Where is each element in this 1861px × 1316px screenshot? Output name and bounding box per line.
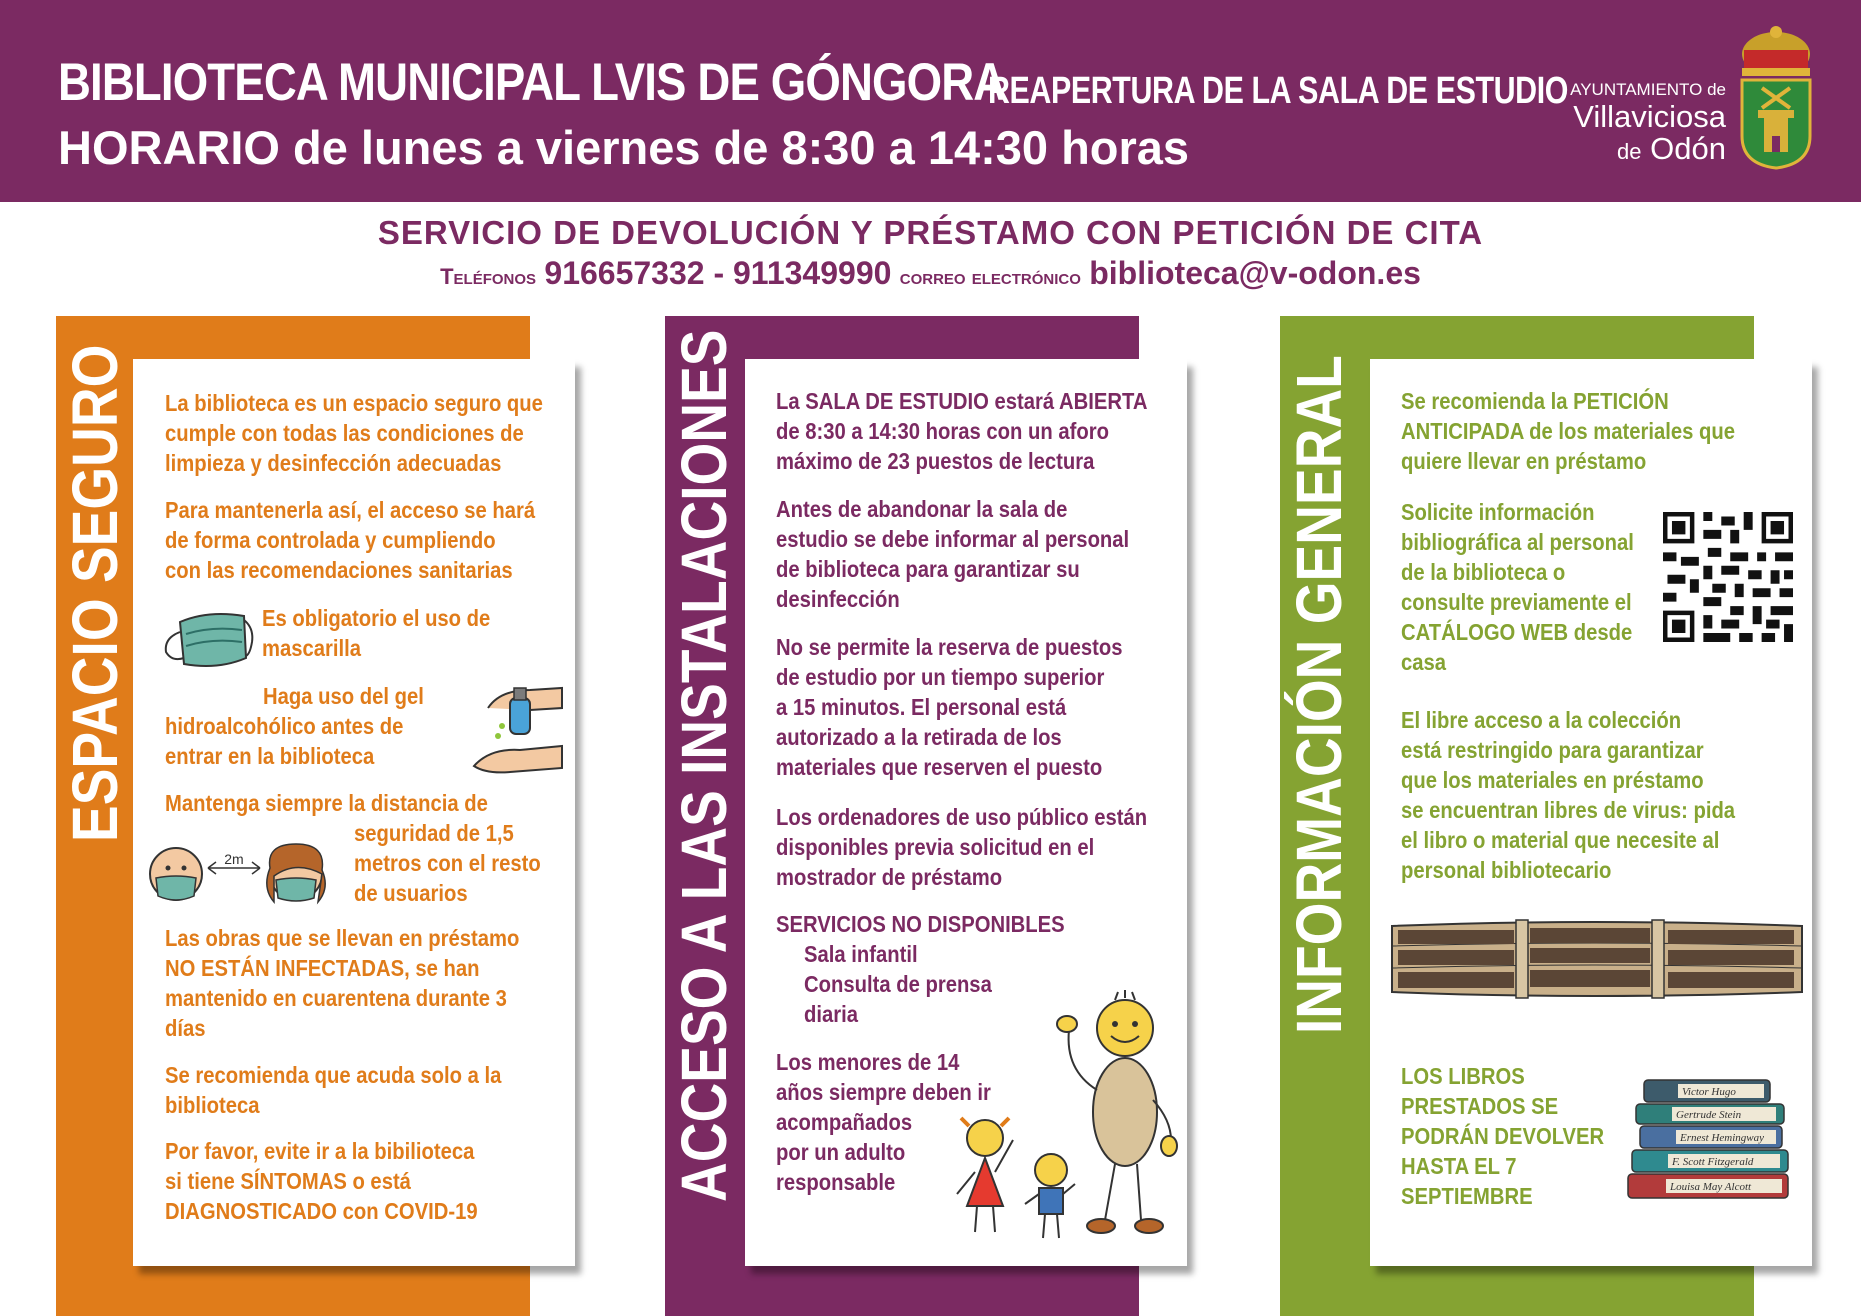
acceso-p6: Los menores de 14 años siempre deben ir acompañados por un adulto responsable — [776, 1049, 991, 1195]
children-family-icon — [945, 990, 1180, 1245]
book-spine-5: Louisa May Alcott — [1670, 1181, 1752, 1193]
acceso-p4: Los ordenadores de uso público están disponibles previa solicitud en el mostrador de préstamo — [776, 804, 1148, 890]
info-p2: Solicite información bibliográfica al personal de la biblioteca o consulte previamente el CATÁLOGO WEB desde casa — [1401, 499, 1634, 675]
info-p1: Se recomienda la PETICIÓN ANTICIPADA de los materiales que quiere llevar en préstamo — [1401, 388, 1736, 474]
info-p4: LOS LIBROS PRESTADOS SE PODRÁN DEVOLVER HASTA EL 7 SEPTIEMBRE — [1401, 1063, 1605, 1209]
service-heading: SERVICIO DE DEVOLUCIÓN Y PRÉSTAMO CON PETICIÓN DE CITA — [377, 214, 1484, 251]
espacio-seguro-title: ESPACIO SEGURO — [59, 344, 131, 842]
schedule: HORARIO de lunes a viernes de 8:30 a 14:30 horas — [58, 121, 1190, 174]
acceso-title: ACCESO A LAS INSTALACIONES — [668, 329, 740, 1202]
face-mask-icon — [162, 608, 254, 674]
phone-numbers: 916657332 - 911349990 — [544, 255, 892, 291]
hand-sanitizer-icon — [470, 668, 566, 776]
acceso-p3: No se permite la reserva de puestos de estudio por un tiempo superior a 15 minutos. El personal está autorizado a la retirada de los materiales que reserven el puesto — [776, 634, 1123, 780]
acceso-p1: La SALA DE ESTUDIO estará ABIERTA de 8:30 a 14:30 horas con un aforo máximo de 23 puestos de lectura — [776, 388, 1148, 474]
espacio-p6: Las obras que se llevan en préstamo NO ESTÁN INFECTADAS, se han mantenido en cuarentena durante 3 días — [165, 925, 520, 1041]
informacion-title: INFORMACIÓN GENERAL — [1283, 355, 1355, 1034]
ayto-line3: de Odón — [1617, 131, 1726, 166]
book-spine-1: Victor Hugo — [1682, 1086, 1736, 1098]
book-spine-3: Ernest Hemingway — [1680, 1132, 1765, 1144]
ayto-line1: AYUNTAMIENTO de — [1570, 80, 1726, 99]
page-title: BIBLIOTECA MUNICIPAL LVIS DE GÓNGORA — [58, 53, 1006, 112]
espacio-p2: Para mantenerla así, el acceso se hará de forma controlada y cumpliendo con las recomendaciones sanitarias — [165, 497, 536, 583]
espacio-p7: Se recomienda que acuda solo a la biblioteca — [165, 1062, 502, 1118]
service-info — [0, 213, 1861, 297]
espacio-p1: La biblioteca es un espacio seguro que cumple con todas las condiciones de limpieza y desinfección adecuadas — [165, 390, 543, 476]
qr-code-icon[interactable] — [1663, 512, 1793, 642]
page-subtitle: REAPERTURA DE LA SALA DE ESTUDIO — [988, 70, 1569, 112]
masked-people-icon — [146, 838, 352, 908]
espacio-p3: Es obligatorio el uso de mascarilla — [262, 605, 491, 661]
book-stack-icon — [1628, 1076, 1792, 1202]
ayto-line2: Villaviciosa — [1573, 99, 1726, 134]
book-spine-4: F. Scott Fitzgerald — [1672, 1156, 1754, 1168]
espacio-p4: Haga uso del gel hidroalcohólico antes de entrar en la biblioteca — [165, 683, 424, 769]
distance-label: 2m — [224, 851, 244, 867]
acceso-p5: SERVICIOS NO DISPONIBLES Sala infantil Consulta de prensa diaria — [776, 911, 1065, 1027]
phones-label: Teléfonos — [440, 264, 537, 289]
coat-of-arms-icon — [1736, 24, 1816, 170]
email-address[interactable]: biblioteca@v-odon.es — [1089, 255, 1421, 291]
email-label: correo electrónico — [899, 264, 1081, 289]
espacio-p5: Mantenga siempre la distancia de seguridad de 1,5 metros con el resto de usuarios — [165, 790, 541, 906]
ayuntamiento-logo — [1566, 80, 1726, 167]
header-banner — [0, 0, 1861, 202]
contact-line — [0, 253, 1861, 297]
bookshelves-icon — [1392, 916, 1802, 1000]
book-spine-2: Gertrude Stein — [1676, 1109, 1742, 1121]
acceso-p2: Antes de abandonar la sala de estudio se debe informar al personal de biblioteca para garantizar su desinfección — [776, 496, 1130, 612]
espacio-p8: Por favor, evite ir a la bibilioteca si tiene SÍNTOMAS o está DIAGNOSTICADO con COVID-19 — [165, 1138, 478, 1224]
info-p3: El libre acceso a la colección está restringido para garantizar que los materiales en préstamo se encuentran libres de virus: pida el libro o material que necesite al personal bibliotecario — [1401, 707, 1736, 883]
